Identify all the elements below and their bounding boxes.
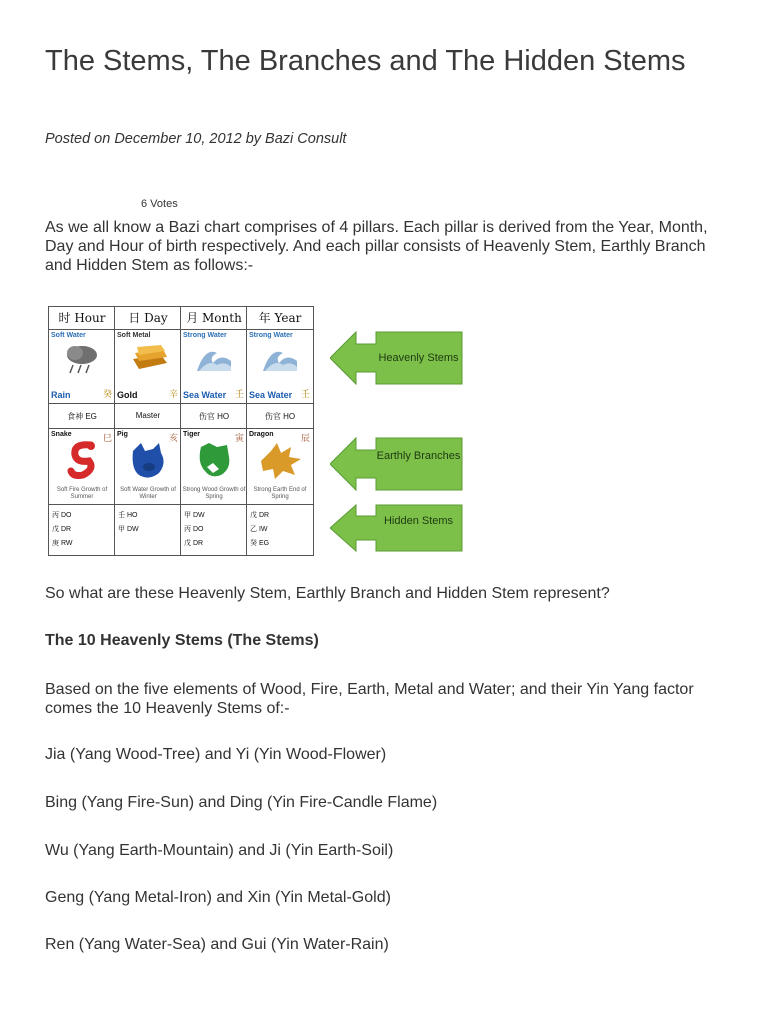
stem-char: 癸 <box>102 389 112 399</box>
label-heavenly-stems: Heavenly Stems <box>378 352 459 364</box>
section-heading: The 10 Heavenly Stems (The Stems) <box>45 632 319 649</box>
hidden-stem-entry: 戊 DR <box>184 540 204 547</box>
hidden-stem-entry: 癸 EG <box>250 540 270 547</box>
hidden-stem-entry: 戊 DR <box>52 526 72 533</box>
stem-caption: Strong Water <box>183 332 227 339</box>
stem-char: 壬 <box>234 389 244 399</box>
ten-god-day: Master <box>135 411 161 420</box>
left-arrow-icon <box>330 503 464 559</box>
header-month: 月 Month <box>186 311 242 325</box>
stem-cell-year <box>247 329 313 403</box>
stem-caption: Soft Water <box>51 332 86 339</box>
branch-caption: Snake <box>51 431 72 438</box>
stem-pair-line: Jia (Yang Wood-Tree) and Yi (Yin Wood-Flower) <box>45 746 387 763</box>
hidden-stems-month <box>184 509 250 551</box>
hidden-stems-year <box>250 509 316 551</box>
stem-pair-line: Wu (Yang Earth-Mountain) and Ji (Yin Earth-Soil) <box>45 842 394 859</box>
branch-caption: Tiger <box>183 431 200 438</box>
votes-count[interactable]: 6 Votes <box>141 198 178 210</box>
branch-caption: Dragon <box>249 431 274 438</box>
chart-grid <box>48 306 314 556</box>
hidden-stems-hour <box>52 509 118 551</box>
wave-icon <box>261 343 299 375</box>
stem-char: 壬 <box>300 389 310 399</box>
branch-cell-year <box>247 429 313 503</box>
hidden-stem-entry: 丙 DO <box>52 512 72 519</box>
stem-name: Sea Water <box>183 390 227 400</box>
branch-char: 巳 <box>102 433 112 443</box>
stem-pair-line: Ren (Yang Water-Sea) and Gui (Yin Water-Rain) <box>45 936 389 953</box>
branch-subtext: Strong Earth End of Spring <box>253 487 307 500</box>
ten-god-month: 伤官 HO <box>198 412 230 421</box>
header-hour: 时 Hour <box>58 311 106 325</box>
tiger-icon <box>195 441 233 481</box>
stem-cell-day <box>115 329 181 403</box>
stem-char: 辛 <box>168 389 178 399</box>
ten-god-hour: 食神 EG <box>67 412 97 421</box>
stem-name: Rain <box>51 390 71 400</box>
branch-subtext: Soft Fire Growth of Summer <box>56 487 108 500</box>
page-title: The Stems, The Branches and The Hidden Stems <box>45 45 686 77</box>
branch-subtext: Strong Wood Growth of Spring <box>182 487 246 500</box>
gold-bar-icon <box>127 345 169 375</box>
ten-gods-row <box>49 403 313 429</box>
stem-cell-hour <box>49 329 115 403</box>
branch-cell-day <box>115 429 181 503</box>
label-earthly-branches: Earthly Branches <box>376 450 461 462</box>
header-year: 年 Year <box>258 311 302 325</box>
branch-char: 亥 <box>168 433 178 443</box>
wave-icon <box>195 343 233 375</box>
post-byline: Posted on December 10, 2012 by Bazi Consult <box>45 131 347 147</box>
hidden-stem-entry: 壬 HO <box>118 512 138 519</box>
branch-caption: Pig <box>117 431 128 438</box>
hidden-stem-entry: 甲 DW <box>118 526 139 533</box>
pig-icon <box>129 441 167 481</box>
label-hidden-stems: Hidden Stems <box>383 515 454 527</box>
hidden-stem-entry: 庚 RW <box>52 540 73 547</box>
stem-pair-line: Geng (Yang Metal-Iron) and Xin (Yin Metal-Gold) <box>45 889 391 906</box>
hidden-stems-day <box>118 509 184 537</box>
stem-caption: Soft Metal <box>117 332 151 339</box>
section-intro: Based on the five elements of Wood, Fire, Earth, Metal and Water; and their Yin Yang factor comes the 10 Heavenly Stems of:- <box>45 681 694 717</box>
branch-char: 寅 <box>234 433 244 443</box>
stem-pair-line: Bing (Yang Fire-Sun) and Ding (Yin Fire-Candle Flame) <box>45 794 438 811</box>
hidden-stems-row <box>49 504 313 556</box>
snake-icon <box>65 441 99 481</box>
hidden-stem-entry: 甲 DW <box>184 512 205 519</box>
branch-cell-month <box>181 429 247 503</box>
rain-cloud-icon <box>63 343 101 375</box>
stem-caption: Strong Water <box>249 332 293 339</box>
hidden-stem-entry: 乙 IW <box>250 526 268 533</box>
left-arrow-icon <box>330 436 464 492</box>
hidden-stem-entry: 戊 DR <box>250 512 270 519</box>
branch-subtext: Soft Water Growth of Winter <box>120 487 176 500</box>
bazi-chart-figure <box>48 306 314 556</box>
hidden-stem-entry: 丙 DO <box>184 526 204 533</box>
stem-cell-month <box>181 329 247 403</box>
header-day: 日 Day <box>128 311 168 325</box>
question-paragraph: So what are these Heavenly Stem, Earthly Branch and Hidden Stem represent? <box>45 585 610 602</box>
branch-char: 辰 <box>300 433 310 443</box>
stem-name: Sea Water <box>249 390 293 400</box>
branch-cell-hour <box>49 429 115 503</box>
ten-god-year: 伤官 HO <box>264 412 296 421</box>
intro-paragraph: As we all know a Bazi chart comprises of 4 pillars. Each pillar is derived from the Year, Month, Day and Hour of birth respectively. And each pillar consists of Heavenly Stem, Earthly Branch and Hidden Stem as follows:- <box>45 219 708 274</box>
dragon-icon <box>257 441 303 481</box>
stem-name: Gold <box>117 390 138 400</box>
